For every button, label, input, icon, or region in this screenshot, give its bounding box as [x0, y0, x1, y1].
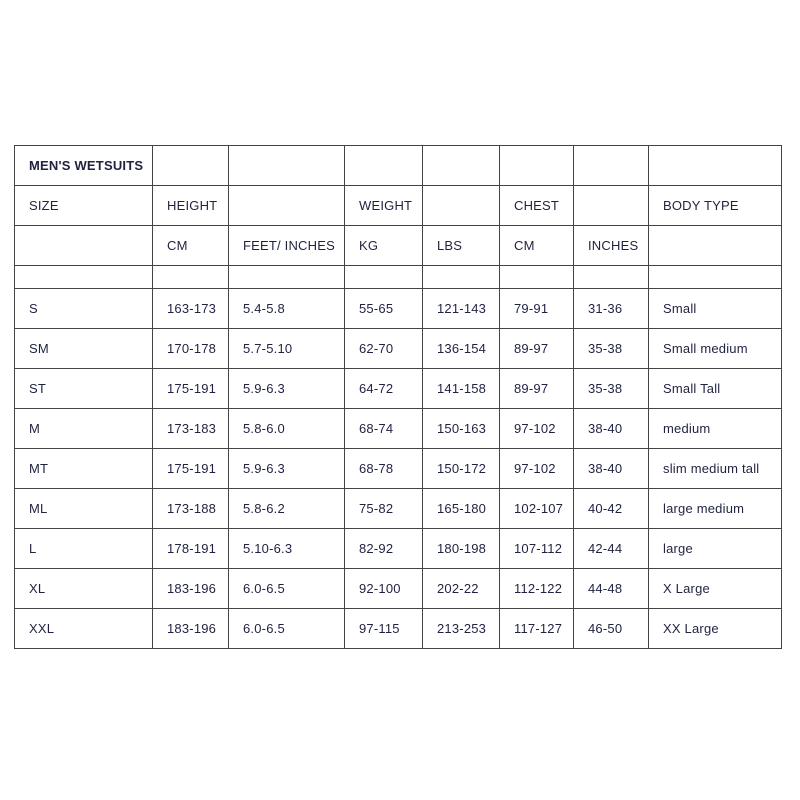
- table-title: MEN'S WETSUITS: [15, 146, 153, 186]
- units-row: [15, 226, 782, 266]
- cell-height-ft-in: 5.8-6.0: [229, 409, 345, 449]
- cell-weight-kg: 62-70: [345, 329, 423, 369]
- empty-cell: [500, 266, 574, 289]
- cell-height-ft-in: 5.9-6.3: [229, 369, 345, 409]
- cell-chest-cm: 79-91: [500, 289, 574, 329]
- cell-size: MT: [15, 449, 153, 489]
- cell-weight-lbs: 202-22: [423, 569, 500, 609]
- empty-cell: [574, 186, 649, 226]
- cell-weight-lbs: 121-143: [423, 289, 500, 329]
- header-body-type: BODY TYPE: [649, 186, 782, 226]
- unit-weight-lbs: LBS: [423, 226, 500, 266]
- cell-weight-kg: 92-100: [345, 569, 423, 609]
- cell-height-cm: 178-191: [153, 529, 229, 569]
- unit-height-ft: FEET/ INCHES: [229, 226, 345, 266]
- table-row: [15, 369, 782, 409]
- cell-body-type: slim medium tall: [649, 449, 782, 489]
- header-size: SIZE: [15, 186, 153, 226]
- cell-height-ft-in: 6.0-6.5: [229, 569, 345, 609]
- cell-height-ft-in: 5.4-5.8: [229, 289, 345, 329]
- empty-cell: [500, 146, 574, 186]
- table-row: [15, 569, 782, 609]
- cell-chest-inches: 38-40: [574, 449, 649, 489]
- cell-chest-cm: 102-107: [500, 489, 574, 529]
- cell-chest-inches: 44-48: [574, 569, 649, 609]
- cell-size: M: [15, 409, 153, 449]
- empty-cell: [229, 266, 345, 289]
- cell-height-cm: 175-191: [153, 449, 229, 489]
- cell-chest-inches: 42-44: [574, 529, 649, 569]
- empty-cell: [649, 266, 782, 289]
- empty-cell: [574, 146, 649, 186]
- cell-weight-kg: 68-74: [345, 409, 423, 449]
- empty-cell: [574, 266, 649, 289]
- cell-size: L: [15, 529, 153, 569]
- cell-chest-cm: 107-112: [500, 529, 574, 569]
- cell-body-type: Small Tall: [649, 369, 782, 409]
- empty-cell: [153, 146, 229, 186]
- cell-height-ft-in: 5.9-6.3: [229, 449, 345, 489]
- cell-size: XXL: [15, 609, 153, 649]
- cell-size: ST: [15, 369, 153, 409]
- cell-chest-inches: 46-50: [574, 609, 649, 649]
- unit-weight-kg: KG: [345, 226, 423, 266]
- cell-chest-cm: 89-97: [500, 329, 574, 369]
- cell-height-cm: 170-178: [153, 329, 229, 369]
- cell-height-ft-in: 5.10-6.3: [229, 529, 345, 569]
- cell-weight-lbs: 165-180: [423, 489, 500, 529]
- cell-chest-cm: 112-122: [500, 569, 574, 609]
- header-height: HEIGHT: [153, 186, 229, 226]
- empty-cell: [649, 146, 782, 186]
- cell-body-type: XX Large: [649, 609, 782, 649]
- cell-weight-kg: 75-82: [345, 489, 423, 529]
- unit-height-cm: CM: [153, 226, 229, 266]
- empty-cell: [229, 186, 345, 226]
- cell-height-cm: 173-188: [153, 489, 229, 529]
- cell-weight-kg: 55-65: [345, 289, 423, 329]
- size-chart-table: [14, 145, 782, 649]
- cell-height-cm: 163-173: [153, 289, 229, 329]
- cell-body-type: large: [649, 529, 782, 569]
- cell-chest-cm: 89-97: [500, 369, 574, 409]
- empty-cell: [345, 266, 423, 289]
- cell-chest-inches: 40-42: [574, 489, 649, 529]
- cell-weight-lbs: 141-158: [423, 369, 500, 409]
- cell-height-cm: 183-196: [153, 569, 229, 609]
- cell-weight-kg: 82-92: [345, 529, 423, 569]
- cell-size: SM: [15, 329, 153, 369]
- cell-body-type: X Large: [649, 569, 782, 609]
- cell-chest-inches: 38-40: [574, 409, 649, 449]
- header-row: [15, 186, 782, 226]
- cell-size: S: [15, 289, 153, 329]
- cell-body-type: Small: [649, 289, 782, 329]
- cell-weight-kg: 68-78: [345, 449, 423, 489]
- unit-chest-cm: CM: [500, 226, 574, 266]
- table-row: [15, 529, 782, 569]
- cell-body-type: medium: [649, 409, 782, 449]
- cell-chest-cm: 117-127: [500, 609, 574, 649]
- cell-height-cm: 173-183: [153, 409, 229, 449]
- empty-cell: [649, 226, 782, 266]
- header-chest: CHEST: [500, 186, 574, 226]
- header-weight: WEIGHT: [345, 186, 423, 226]
- cell-chest-cm: 97-102: [500, 409, 574, 449]
- cell-weight-kg: 64-72: [345, 369, 423, 409]
- cell-height-cm: 175-191: [153, 369, 229, 409]
- unit-chest-in: INCHES: [574, 226, 649, 266]
- empty-cell: [345, 146, 423, 186]
- cell-weight-lbs: 213-253: [423, 609, 500, 649]
- empty-cell: [423, 186, 500, 226]
- cell-weight-kg: 97-115: [345, 609, 423, 649]
- empty-cell: [15, 266, 153, 289]
- cell-chest-cm: 97-102: [500, 449, 574, 489]
- cell-weight-lbs: 136-154: [423, 329, 500, 369]
- cell-chest-inches: 31-36: [574, 289, 649, 329]
- empty-cell: [153, 266, 229, 289]
- table-row: [15, 489, 782, 529]
- cell-height-ft-in: 6.0-6.5: [229, 609, 345, 649]
- cell-weight-lbs: 150-163: [423, 409, 500, 449]
- table-row: [15, 409, 782, 449]
- cell-height-ft-in: 5.8-6.2: [229, 489, 345, 529]
- empty-cell: [229, 146, 345, 186]
- cell-size: XL: [15, 569, 153, 609]
- cell-weight-lbs: 150-172: [423, 449, 500, 489]
- cell-body-type: large medium: [649, 489, 782, 529]
- cell-weight-lbs: 180-198: [423, 529, 500, 569]
- empty-cell: [15, 226, 153, 266]
- table-row: [15, 329, 782, 369]
- empty-cell: [423, 266, 500, 289]
- cell-body-type: Small medium: [649, 329, 782, 369]
- cell-chest-inches: 35-38: [574, 369, 649, 409]
- empty-cell: [423, 146, 500, 186]
- cell-height-cm: 183-196: [153, 609, 229, 649]
- spacer-row: [15, 266, 782, 289]
- cell-height-ft-in: 5.7-5.10: [229, 329, 345, 369]
- table-row: [15, 609, 782, 649]
- cell-chest-inches: 35-38: [574, 329, 649, 369]
- cell-size: ML: [15, 489, 153, 529]
- table-row: [15, 289, 782, 329]
- table-row: [15, 449, 782, 489]
- title-row: [15, 146, 782, 186]
